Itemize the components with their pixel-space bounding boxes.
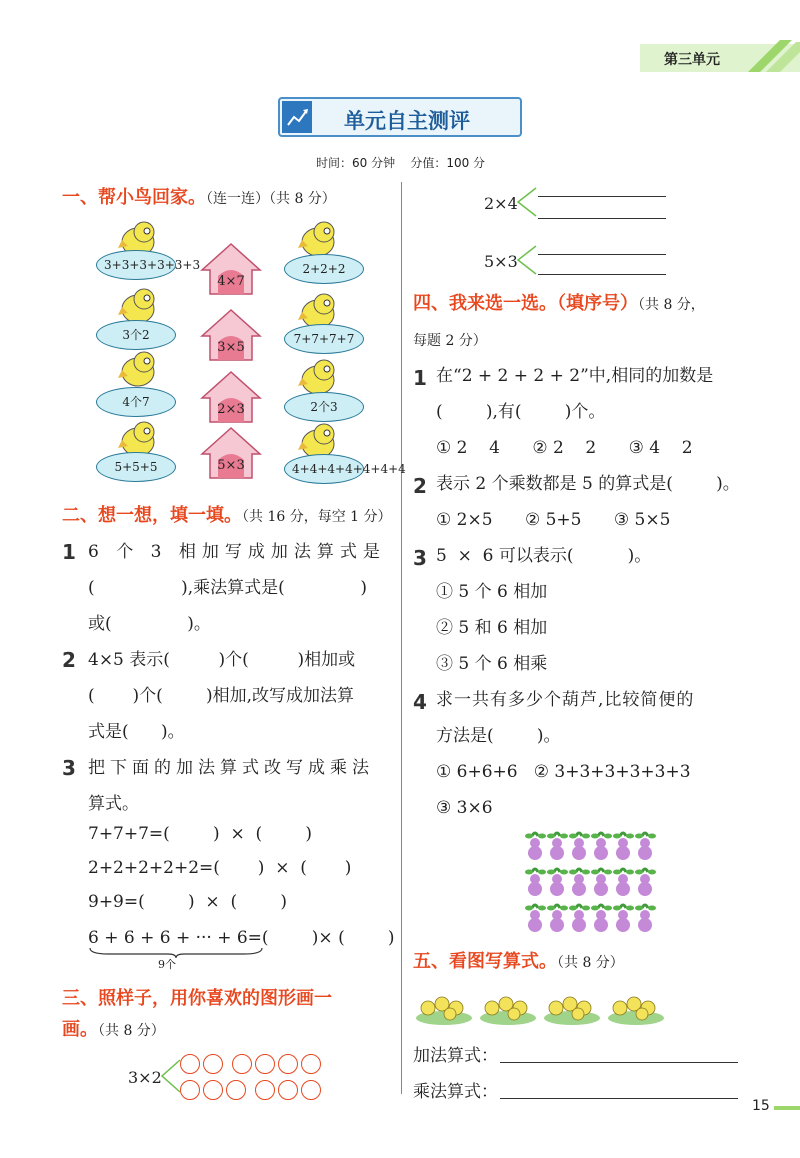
circle-shape xyxy=(203,1054,223,1074)
s4-note: （共 8 分， xyxy=(638,297,705,313)
multiplication-answer-line[interactable] xyxy=(500,1098,738,1099)
brace-icon xyxy=(88,946,264,958)
chicks-figure xyxy=(414,990,674,1026)
s4-heading xyxy=(413,286,705,323)
s4-title: 四、我来选一选。（填序号） xyxy=(413,293,638,314)
page-title: 单元自主测评 xyxy=(344,109,470,133)
s1-note: （连一连）（共 8 分） xyxy=(206,191,336,207)
house-1[interactable] xyxy=(198,240,264,308)
answer-line[interactable] xyxy=(538,274,666,275)
left-oval-label: 3个2 xyxy=(122,327,150,342)
q2-3-line2: 算式。 xyxy=(88,794,139,814)
house-label: 4×7 xyxy=(217,274,245,289)
left-oval-label: 4个7 xyxy=(122,394,150,409)
q2-3-line1: 把下面的加法算式改写成乘法 xyxy=(88,758,374,778)
q4-3-line1: 5 × 6 可以表示( )。 xyxy=(436,546,652,566)
addition-label: 加法算式： xyxy=(413,1046,498,1066)
right-oval-1[interactable] xyxy=(284,254,364,284)
q2-3-number: 3 xyxy=(62,756,76,780)
s5-heading xyxy=(413,944,624,981)
house-2[interactable] xyxy=(198,306,264,374)
q4-4-line1: 求一共有多少个葫芦,比较简便的 xyxy=(436,690,695,710)
bird-icon xyxy=(296,218,340,258)
q4-4-number: 4 xyxy=(413,690,427,714)
right-oval-label: 2个3 xyxy=(310,399,338,414)
q2-3-expr4: 6 + 6 + 6 + ··· + 6=( )× ( ) xyxy=(88,928,395,948)
q4-3-option3: ③ 5 个 6 相乘 xyxy=(436,654,548,674)
page-number-bar xyxy=(774,1106,800,1110)
unit-tab xyxy=(640,44,800,72)
q2-2-line2: ( )个( )相加,改写成加法算 xyxy=(88,686,354,706)
left-oval-label: 3+3+3+3+3+3 xyxy=(104,257,201,272)
q4-1-options: ① 2 4 ② 2 2 ③ 4 2 xyxy=(436,438,693,458)
q2-1-line3: 或( )。 xyxy=(88,614,211,634)
right-oval-label: 7+7+7+7 xyxy=(293,331,355,346)
circle-shape xyxy=(232,1054,252,1074)
tab-stripes-icon xyxy=(740,36,800,72)
title-banner xyxy=(278,97,522,137)
q4-2-options: ① 2×5 ② 5+5 ③ 5×5 xyxy=(436,510,671,530)
bracket-icon xyxy=(514,184,538,224)
house-label: 5×3 xyxy=(217,458,245,473)
s5-note: （共 8 分） xyxy=(557,955,624,971)
q4-1-line1: 在“2 + 2 + 2 + 2”中,相同的加数是 xyxy=(436,366,714,386)
bracket-icon xyxy=(514,242,538,282)
s1-title: 一、帮小鸟回家。 xyxy=(62,187,206,208)
s4-note2: 每题 2 分） xyxy=(413,333,487,349)
test-meta: 时间：60 分钟 分值：100 分 xyxy=(316,156,486,170)
right-oval-3[interactable] xyxy=(284,392,364,422)
answer-line[interactable] xyxy=(538,254,666,255)
s2-heading xyxy=(62,498,392,535)
bird-icon xyxy=(116,285,160,325)
brace-note: 9个 xyxy=(158,958,176,971)
multiplication-label: 乘法算式： xyxy=(413,1082,498,1102)
circle-shape xyxy=(278,1054,298,1074)
bracket-icon xyxy=(158,1056,182,1096)
left-oval-2[interactable] xyxy=(96,320,176,350)
bird-icon xyxy=(296,356,340,396)
s3-title-line2: 画。 xyxy=(62,1019,98,1040)
house-label: 2×3 xyxy=(217,402,245,417)
q2-2-number: 2 xyxy=(62,648,76,672)
q4-2-line1: 表示 2 个乘数都是 5 的算式是( )。 xyxy=(436,474,740,494)
gourd-grid-figure xyxy=(524,830,656,938)
circle-shape xyxy=(180,1054,200,1074)
left-oval-1[interactable] xyxy=(96,250,201,280)
column-divider xyxy=(401,182,402,1094)
q2-2-line1: 4×5 表示( )个( )相加或 xyxy=(88,650,356,670)
right-oval-label: 4+4+4+4+4+4+4 xyxy=(292,461,406,476)
s2-note: （共 16 分，每空 1 分） xyxy=(242,509,392,525)
circle-shape xyxy=(255,1080,275,1100)
s2-title: 二、想一想，填一填。 xyxy=(62,505,242,526)
q2-3-expr3: 9+9=( ) × ( ) xyxy=(88,892,287,912)
circle-shape xyxy=(301,1054,321,1074)
answer-line[interactable] xyxy=(538,218,666,219)
s1-heading xyxy=(62,180,336,217)
q2-1-number: 1 xyxy=(62,540,76,564)
addition-answer-line[interactable] xyxy=(500,1062,738,1063)
right-oval-2[interactable] xyxy=(284,324,364,354)
q4-2-number: 2 xyxy=(413,474,427,498)
circle-shape xyxy=(180,1080,200,1100)
unit-tab-label: 第三单元 xyxy=(664,52,720,68)
q4-1-number: 1 xyxy=(413,366,427,390)
q2-3-expr1: 7+7+7=( ) × ( ) xyxy=(88,824,313,844)
circle-shape xyxy=(278,1080,298,1100)
q4-4-option2: ③ 3×6 xyxy=(436,798,493,818)
q4-3-option2: ② 5 和 6 相加 xyxy=(436,618,548,638)
circle-shape xyxy=(226,1080,246,1100)
q4-4-option1: ① 6+6+6 ② 3+3+3+3+3+3 xyxy=(436,762,691,782)
s3-heading-line2 xyxy=(62,1012,165,1049)
q2-3-expr2: 2+2+2+2+2=( ) × ( ) xyxy=(88,858,352,878)
q4-4-line2: 方法是( )。 xyxy=(436,726,561,746)
chart-icon xyxy=(282,101,312,133)
q2-2-line3: 式是( )。 xyxy=(88,722,185,742)
circle-shape xyxy=(203,1080,223,1100)
s5-title: 五、看图写算式。 xyxy=(413,951,557,972)
right-oval-label: 2+2+2 xyxy=(302,261,346,276)
s3-note: （共 8 分） xyxy=(98,1023,165,1039)
house-4[interactable] xyxy=(198,424,264,492)
bird-icon xyxy=(116,348,160,388)
s3-example-expr: 3×2 xyxy=(128,1068,162,1087)
house-label: 3×5 xyxy=(217,340,245,355)
circle-shape xyxy=(301,1080,321,1100)
s3-title-line1: 三、照样子，用你喜欢的图形画一 xyxy=(62,988,332,1009)
left-oval-4[interactable] xyxy=(96,452,176,482)
q4-3-option1: ① 5 个 6 相加 xyxy=(436,582,548,602)
q4-1-line2: ( ),有( )个。 xyxy=(436,402,606,422)
rt-expr-2: 5×3 xyxy=(484,252,518,271)
left-oval-3[interactable] xyxy=(96,387,176,417)
page-number: 15 xyxy=(752,1098,770,1114)
q2-1-line2: ( ),乘法算式是( ) xyxy=(88,578,368,598)
circle-shape xyxy=(255,1054,275,1074)
q2-1-line1: 6 个 3 相加写成加法算式是 xyxy=(88,542,386,562)
q4-3-number: 3 xyxy=(413,546,427,570)
rt-expr-1: 2×4 xyxy=(484,194,518,213)
right-oval-4[interactable] xyxy=(284,454,406,484)
answer-line[interactable] xyxy=(538,196,666,197)
left-oval-label: 5+5+5 xyxy=(114,459,158,474)
